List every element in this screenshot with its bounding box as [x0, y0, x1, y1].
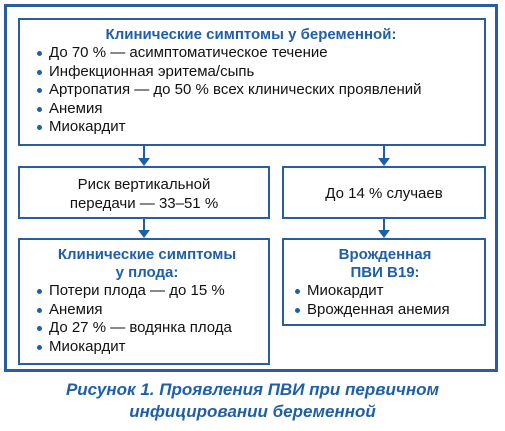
list-item: Потери плода — до 15 %: [34, 282, 260, 301]
risk-line-2: передачи — 33–51 %: [69, 195, 219, 212]
congenital-title-line-2: ПВИ В19:: [350, 264, 420, 281]
mother-symptoms-list: [34, 44, 468, 137]
fetus-symptoms-title-line-1: Клинические симптомы: [57, 246, 237, 263]
list-item: Миокардит: [292, 282, 478, 301]
congenital-infection-box: [282, 238, 486, 326]
list-item: До 70 % — асимптоматическое течение: [34, 44, 468, 63]
vertical-transmission-risk-box: [18, 166, 270, 219]
arrowhead-mother-to-risk: [138, 158, 150, 166]
list-item: Анемия: [34, 301, 260, 320]
list-item: Миокардит: [34, 338, 260, 357]
mother-symptoms-box: [18, 18, 486, 146]
fetus-symptoms-box: [18, 238, 270, 365]
mother-symptoms-title: Клинические симптомы у беременной:: [105, 26, 397, 43]
arrowhead-fourteen-to-congenital: [378, 230, 390, 238]
cases-percent-text: До 14 % случаев: [325, 185, 443, 202]
list-item: До 27 % — водянка плода: [34, 319, 260, 338]
risk-line-1: Риск вертикальной: [77, 176, 211, 193]
list-item: Инфекционная эритема/сыпь: [34, 63, 468, 82]
list-item: Артропатия — до 50 % всех клинических проявлений: [34, 81, 468, 100]
congenital-list: [292, 282, 478, 319]
fetus-symptoms-list: [34, 282, 260, 356]
caption-line-1: Рисунок 1. Проявления ПВИ при первичном: [65, 380, 440, 399]
list-item: Анемия: [34, 100, 468, 119]
congenital-title-line-1: Врожденная: [338, 246, 432, 263]
list-item: Миокардит: [34, 118, 468, 137]
figure-caption: [0, 379, 505, 423]
list-item: Врожденная анемия: [292, 301, 478, 320]
cases-percent-box: [282, 166, 486, 219]
caption-line-2: инфицировании беременной: [129, 402, 376, 421]
fetus-symptoms-title-line-2: у плода:: [115, 264, 179, 281]
arrowhead-risk-to-fetus: [138, 230, 150, 238]
arrowhead-mother-to-fourteen: [378, 158, 390, 166]
